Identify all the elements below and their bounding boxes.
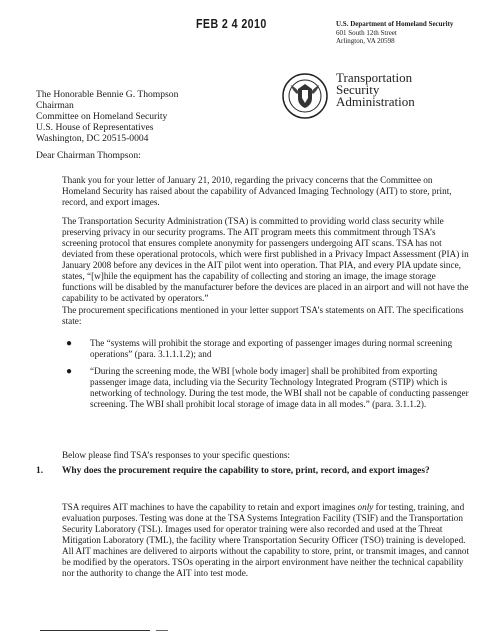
dhs-seal-icon bbox=[282, 73, 328, 119]
footer-rule-short bbox=[156, 630, 168, 631]
question-1 bbox=[36, 466, 470, 477]
department-name: U.S. Department of Homeland Security bbox=[336, 20, 454, 28]
recipient-city: Washington, DC 20515-0004 bbox=[36, 133, 149, 144]
question-text: Why does the procurement require the capability to store, print, record, and export images? bbox=[62, 466, 430, 476]
recipient-name: The Honorable Bennie G. Thompson bbox=[36, 89, 179, 100]
recipient-house: U.S. House of Representatives bbox=[36, 122, 154, 133]
street-address: 601 South 12th Street bbox=[336, 28, 397, 37]
paragraph-intro: Thank you for your letter of January 21, 2010, regarding the privacy concerns that the Committee on Homeland Security has raised about the capability of Advanced Imaging Technology (AIT) to store, print, record, and export images. bbox=[62, 175, 452, 207]
recipient-block bbox=[36, 89, 178, 144]
paragraph-commitment: The Transportation Security Administration (TSA) is committed to providing world class security while preserving privacy in our security programs. The AIT program meets this commitment through TSA’s screening protocol that ensures complete anonymity for passengers undergoing AIT scans. TSA has not deviated from these operational protocols, which were first published in a Privacy Impact Assessment (PIA) in January 2008 before any devices in the AIT pilot went into operation. That PIA, and every PIA update since, states, “[w]hile the equipment has the capability of collecting and storing an image, the image storage functions will be disabled by the manufacturer before the devices are placed in an airport and will not have the capability to be activated by operators.” bbox=[62, 216, 469, 303]
footer-rule bbox=[40, 630, 150, 631]
agency-address bbox=[336, 20, 453, 46]
bullet-icon: ● bbox=[66, 366, 73, 377]
paragraph-answer-1: TSA requires AIT machines to have the capability to retain and export imagines only for testing, training, and evaluation purposes. Testing was done at the TSA Systems Integration Facility (TSIF) and the Transportation Security Laboratory (TSL). Images used for operator training were also recorded and used at the Threat Mitigation Laboratory (TML), the facility where Transportation Security Officer (TSO) training is developed. All AIT machines are delivered to airports without the capability to store, print, or transmit images, and cannot be modified by the operators. TSOs operating in the airport environment have neither the technical capability nor the authority to change the AIT into test mode. bbox=[62, 502, 470, 578]
specification-list bbox=[62, 338, 470, 416]
bullet-icon: ● bbox=[66, 338, 73, 349]
salutation: Dear Chairman Thompson: bbox=[36, 150, 141, 161]
letter-date: FEB 2 4 2010 bbox=[196, 16, 267, 31]
list-item: ● “During the screening mode, the WBI [whole body imager] shall be prohibited from exporting passenger image data, including via the Security Technology Integrated Program (STIP) which is networking of technology. During the test mode, the WBI shall not be capable of conducting passenger screening. The WBI shall prohibit local storage of image data in all modes.” (para. 3.1.1.2). bbox=[66, 366, 469, 409]
question-number: 1. bbox=[36, 466, 44, 476]
paragraph-responses-intro: Below please find TSA’s responses to your specific questions: bbox=[62, 450, 290, 460]
recipient-title: Chairman bbox=[36, 100, 74, 111]
recipient-committee: Committee on Homeland Security bbox=[36, 111, 168, 122]
list-item: ● The “systems will prohibit the storage and exporting of passenger images during normal screening operations” (para. 3.1.1.1.2); and bbox=[66, 338, 453, 359]
tsa-wordmark: Transportation Security Administration bbox=[336, 70, 415, 109]
city-address: Arlington, VA 20598 bbox=[336, 37, 395, 45]
paragraph-specifications: The procurement specifications mentioned in your letter support TSA’s statements on AIT. The specifications state: bbox=[62, 305, 464, 326]
